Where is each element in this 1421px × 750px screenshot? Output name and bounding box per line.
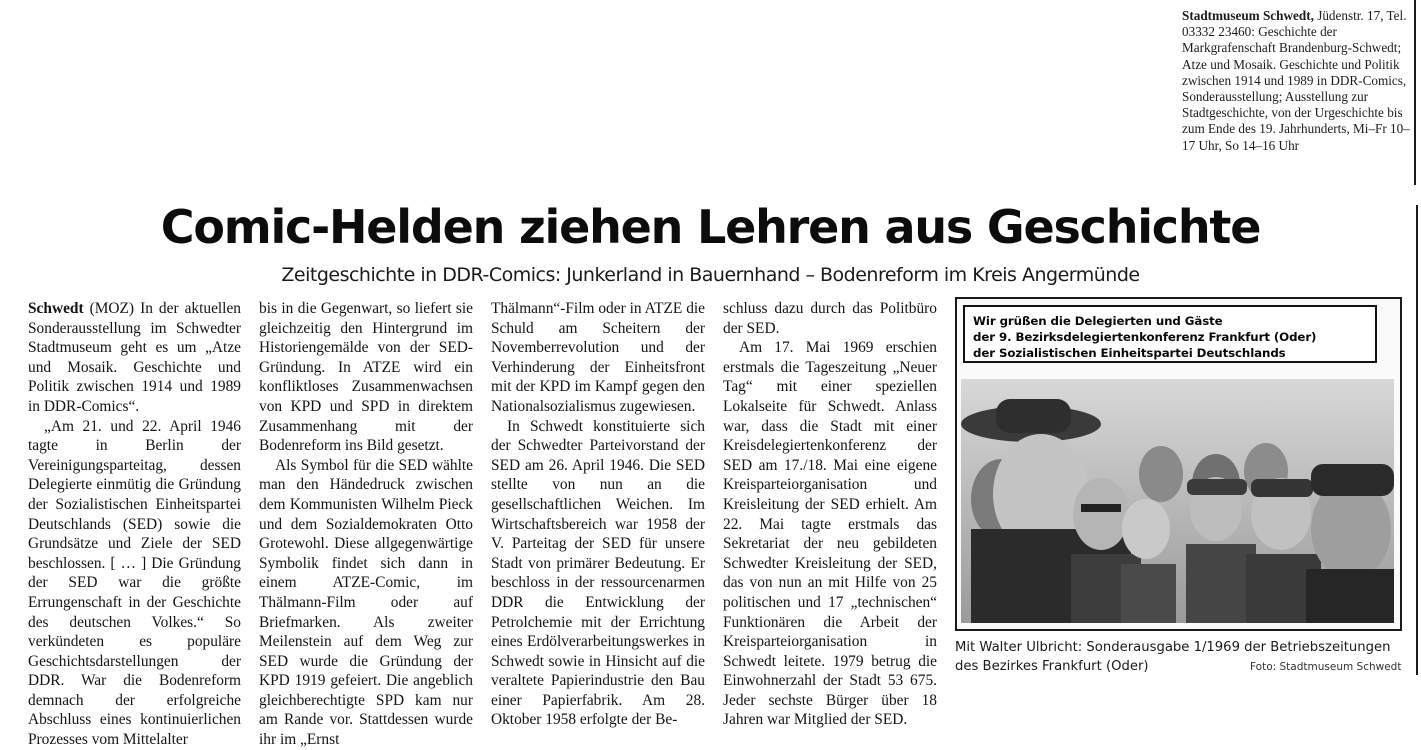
dateline: Schwedt bbox=[28, 300, 84, 317]
paragraph: schluss dazu durch das Politbüro der SED. bbox=[723, 300, 937, 337]
banner-line-2: der 9. Bezirksdelegiertenkonferenz Frankfurt (Oder) bbox=[973, 330, 1317, 344]
museum-name: Stadtmuseum Schwedt, bbox=[1182, 8, 1314, 23]
paragraph: Am 17. Mai 1969 erschien erstmals die Tageszeitung „Neuer Tag“ mit einer speziellen Lokalseite für Schwedt. Anlass war, dass die Stadt mit einer Kreisdelegiertenkonferenz der SED am 17./18. Mai eine eigene Kreisparteiorganisation und Kreisleitung der SED erhielt. Am 22. Mai tagte erstmals das Sekretariat der neu gebildeten Schwedter Kreisleitung der SED, das von nun an mit Hilfe von 25 politischen und 17 „technischen“ Funktionären die Arbeit der Kreisparteiorganisation in Schwedt leitete. 1979 betrug die Einwohnerzahl der Stadt 53 675. Jeder sechste Bürger über 18 Jahren war Mitglied der SED. bbox=[723, 339, 937, 729]
subheadline: Zeitgeschichte in DDR-Comics: Junkerland in Bauernhand – Bodenreform im Kreis Angermünde bbox=[281, 264, 1140, 286]
article-column-1 bbox=[28, 299, 241, 750]
museum-info-box bbox=[1182, 8, 1412, 154]
clipping-banner bbox=[963, 305, 1377, 363]
paragraph: Thälmann“-Film oder in ATZE die Schuld am Scheitern der Novemberrevolution und der Verhinderung der Einheitsfront mit der KPD im Kampf gegen den Nationalsozialismus zugewiesen. bbox=[491, 300, 705, 415]
article-column-2 bbox=[259, 299, 473, 750]
paragraph-text: (MOZ) In der aktuellen Sonderausstellung im Schwedter Stadtmuseum geht es um „Atze und Mosaik. Geschichte und Politik zwischen 1914 und 1989 in DDR-Comics“. bbox=[28, 300, 241, 415]
photo-credit: Foto: Stadtmuseum Schwedt bbox=[1250, 661, 1402, 673]
museum-info-text: Jüdenstr. 17, Tel. 03332 23460: Geschichte der Markgrafenschaft Brandenburg-Schwedt; Atze und Mosaik. Geschichte und Politik zwischen 1914 und 1989 in DDR-Comics, Sonderausstellung; Ausstellung zur Stadtgeschichte, von der Urgeschichte bis zum Ende des 19. Jahrhunderts, Mi–Fr 10–17 Uhr, So 14–16 Uhr bbox=[1182, 8, 1410, 153]
article-column-3 bbox=[491, 299, 705, 730]
paragraph: In Schwedt konstituierte sich der Schwedter Parteivorstand der SED am 26. April 1946. Die SED stellte von nun an die gesellschaftlichen Weichen. Im Wirtschaftsbereich war 1958 der V. Parteitag der SED für unsere Stadt von primärer Bedeutung. Er beschloss in der ressourcenarmen DDR die Entwicklung der Petrolchemie mit der Errichtung eines Erdölverarbeitungswerkes in Schwedt sowie in Hinsicht auf die veraltete Papierindustrie den Bau einer Papierfabrik. Am 28. Oktober 1958 erfolgte der Be- bbox=[491, 417, 705, 729]
ulbricht-crowd-photo bbox=[961, 379, 1394, 623]
paragraph: Als Symbol für die SED wählte man den Händedruck zwischen dem Kommunisten Wilhelm Pieck und dem Sozialdemokraten Otto Grotewohl. Diese allgegenwärtige Symbolik findet sich dann in einem ATZE-Comic, im Thälmann-Film oder auf Briefmarken. Als zweiter Meilenstein auf dem Weg zur SED wurde die Gründung der KPD 1919 gefeiert. Die angeblich gleichberechtigte SPD kam nur am Rande vor. Stattdessen wurde ihr im „Ernst bbox=[259, 456, 473, 749]
figure-caption: Mit Walter Ulbricht: Sonderausgabe 1/1969 der Betriebszeitungen des Bezirkes Frankfurt (Oder) bbox=[955, 640, 1391, 674]
column-rule-right-top bbox=[1414, 0, 1416, 185]
paragraph bbox=[28, 299, 241, 417]
paragraph: „Am 21. und 22. April 1946 tagte in Berlin der Vereinigungsparteitag, dessen Delegierte einmütig die Gründung der Sozialistischen Einheitspartei Deutschlands (SED) sowie die Grundsätze und Ziele der SED beschlossen. [ … ] Die Gründung der SED war die größte Errungenschaft in der Geschichte des deutschen Volkes.“ So verkündeten es populäre Geschichtsdarstellungen der DDR. War die Bodenreform demnach der erfolgreiche Abschluss eines kontinuierlichen Prozesses vom Mittelalter bbox=[28, 417, 241, 749]
newspaper-clipping-figure bbox=[955, 297, 1402, 631]
article-column-4 bbox=[723, 299, 937, 730]
paragraph: bis in die Gegenwart, so liefert sie gleichzeitig den Hintergrund im Historiengemälde von der SED-Gründung. In ATZE wird ein konfliktloses Zusammenwachsen von KPD und SPD in direktem Zusammenhang mit der Bodenreform ins Bild gesetzt. bbox=[259, 300, 473, 455]
banner-line-3: der Sozialistischen Einheitspartei Deutschlands bbox=[973, 346, 1286, 360]
headline: Comic-Helden ziehen Lehren aus Geschichte bbox=[160, 200, 1261, 254]
banner-line-1: Wir grüßen die Delegierten und Gäste bbox=[973, 314, 1223, 328]
